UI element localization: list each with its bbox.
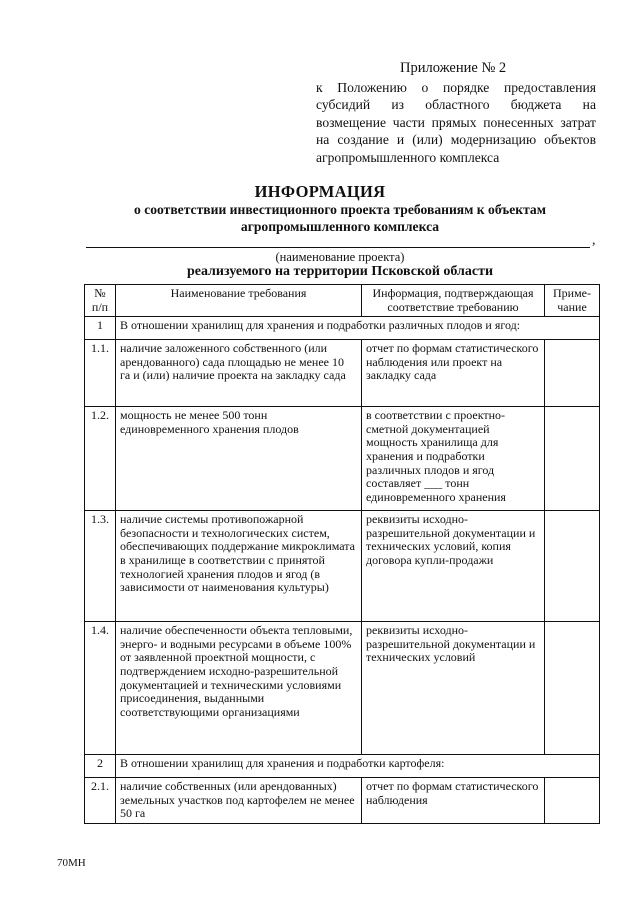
table-row	[85, 407, 600, 511]
document-subtitle: о соответствии инвестиционного проекта требованиям к объектам агропромышленного комплекса	[134, 202, 546, 234]
header-note: Приме-чание	[545, 285, 600, 317]
row-note	[545, 511, 600, 622]
project-name-caption: (наименование проекта)	[275, 250, 405, 264]
row-requirement: наличие заложенного собственного (или арендованного) сада площадью не менее 10 га и (или) наличие проекта на закладку сада	[116, 340, 362, 407]
row-num: 1.3.	[85, 511, 116, 622]
row-note	[545, 340, 600, 407]
row-num: 2.1.	[85, 778, 116, 824]
row-num: 1.1.	[85, 340, 116, 407]
header-requirement: Наименование требования	[116, 285, 362, 317]
section-title: В отношении хранилищ для хранения и подработки различных плодов и ягод:	[116, 317, 600, 340]
row-info: в соответствии с проектно-сметной документацией мощность хранилища для хранения и подработки различных плодов и ягод составляет ___ тонн единовременного хранения	[362, 407, 545, 511]
section-num: 2	[85, 755, 116, 778]
table-row	[85, 622, 600, 755]
row-requirement: наличие собственных (или арендованных) земельных участков под картофелем не менее 50 га	[116, 778, 362, 824]
row-requirement: мощность не менее 500 тонн единовременного хранения плодов	[116, 407, 362, 511]
footer-code: 70МН	[57, 857, 86, 869]
requirements-table	[84, 284, 600, 824]
header-num: № п/п	[85, 285, 116, 317]
row-num: 1.2.	[85, 407, 116, 511]
table-header-row	[85, 285, 600, 317]
section-title: В отношении хранилищ для хранения и подработки картофеля:	[116, 755, 600, 778]
table-row	[85, 340, 600, 407]
appendix-title: Приложение № 2	[400, 60, 507, 76]
table-row	[85, 778, 600, 824]
blank-line-comma: ,	[592, 233, 596, 248]
row-info: отчет по формам статистического наблюдения	[362, 778, 545, 824]
row-info: реквизиты исходно-разрешительной документации и технических условий	[362, 622, 545, 755]
table-row	[85, 511, 600, 622]
section-num: 1	[85, 317, 116, 340]
territory-line: реализуемого на территории Псковской области	[186, 264, 494, 279]
section-row-2	[85, 755, 600, 778]
row-num: 1.4.	[85, 622, 116, 755]
section-row-1	[85, 317, 600, 340]
row-requirement: наличие системы противопожарной безопасности и технологических систем, обеспечивающих поддержание микроклимата в хранилище в соответствии с принятой технологией хранения плодов и ягод (в зависимости от наименования культуры)	[116, 511, 362, 622]
appendix-block	[316, 60, 596, 166]
project-name-blank-line	[86, 247, 590, 248]
row-note	[545, 622, 600, 755]
header-info: Информация, подтверждающая соответствие требованию	[362, 285, 545, 317]
row-requirement: наличие обеспеченности объекта тепловыми, энерго- и водными ресурсами в объеме 100% от заявленной проектной мощности, с подтверждением исходно-разрешительной документацией и техническими условиями присоединения, выданными соответствующими организациями	[116, 622, 362, 755]
appendix-text: к Положению о порядке предоставления субсидий из областного бюджета на возмещение части прямых понесенных затрат на создание и (или) модернизацию объектов агропромышленного комплекса	[316, 79, 596, 165]
row-note	[545, 407, 600, 511]
row-info: отчет по формам статистического наблюдения или проект на закладку сада	[362, 340, 545, 407]
row-note	[545, 778, 600, 824]
row-info: реквизиты исходно-разрешительной документации и технических условий, копия договора купли-продажи	[362, 511, 545, 622]
document-title: ИНФОРМАЦИЯ	[254, 182, 386, 201]
